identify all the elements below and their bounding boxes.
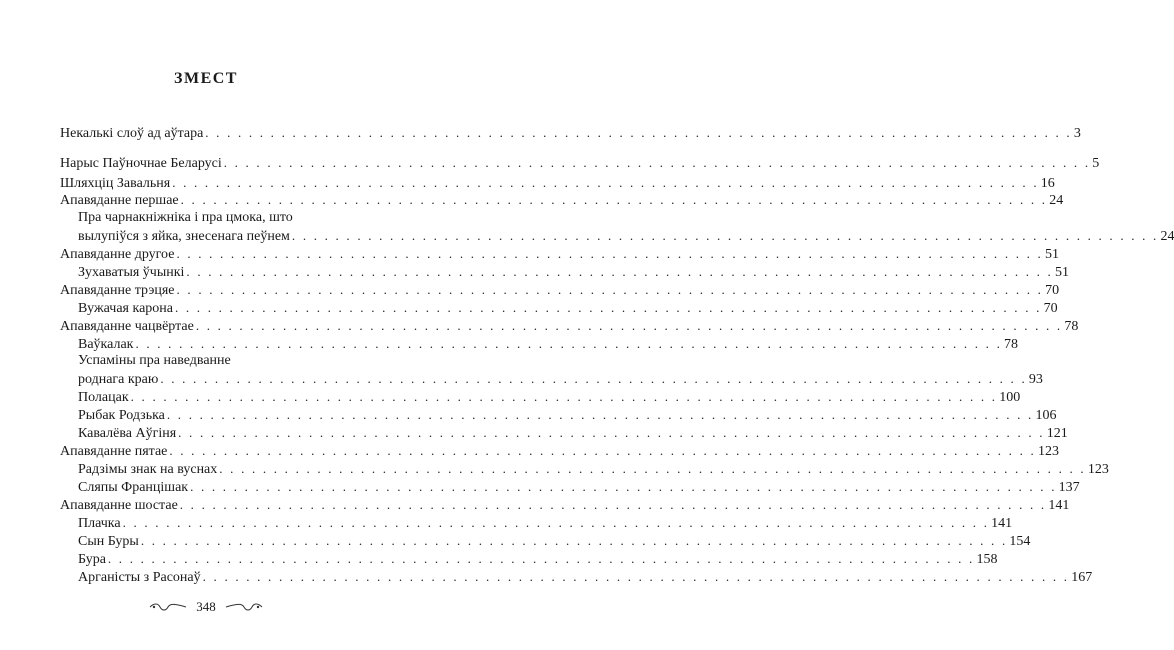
toc-entry-title: Арганісты з Расонаў bbox=[78, 570, 201, 585]
dot-leader: . . . . . . . . . . . . . . . . . . . . . . . . . . . . . . . . . . . . . . . . . . . . . . . . . . . . . . . . . . . . . . . . . . . . . . . . . . . . . . . . bbox=[205, 125, 1072, 140]
toc-entry[interactable] bbox=[60, 246, 1059, 263]
toc-entry-page: 51 bbox=[1054, 265, 1069, 280]
dot-leader: . . . . . . . . . . . . . . . . . . . . . . . . . . . . . . . . . . . . . . . . . . . . . . . . . . . . . . . . . . . . . . . . . . . . . . . . . . . . . . . . bbox=[186, 264, 1053, 279]
toc-entry-page: 16 bbox=[1040, 176, 1055, 191]
dot-leader: . . . . . . . . . . . . . . . . . . . . . . . . . . . . . . . . . . . . . . . . . . . . . . . . . . . . . . . . . . . . . . . . . . . . . . . . . . . . . . . . bbox=[179, 497, 1047, 512]
toc-entry[interactable] bbox=[78, 515, 1013, 532]
dot-leader: . . . . . . . . . . . . . . . . . . . . . . . . . . . . . . . . . . . . . . . . . . . . . . . . . . . . . . . . . . . . . . . . . . . . . . . . . . . . . . . . bbox=[223, 155, 1091, 170]
toc-entry-title: Рыбак Родзька bbox=[78, 408, 165, 423]
dot-leader: . . . . . . . . . . . . . . . . . . . . . . . . . . . . . . . . . . . . . . . . . . . . . . . . . . . . . . . . . . . . . . . . . . . . . . . . . . . . . . . . bbox=[135, 336, 1003, 351]
toc-entry-title: Апавяданне шостае bbox=[60, 498, 178, 513]
dot-leader: . . . . . . . . . . . . . . . . . . . . . . . . . . . . . . . . . . . . . . . . . . . . . . . . . . . . . . . . . . . . . . . . . . . . . . . . . . . . . . . . bbox=[107, 551, 975, 566]
toc-entry-page: 24 bbox=[1160, 229, 1174, 244]
toc-entry[interactable] bbox=[78, 336, 1019, 353]
toc-entry-title: Некалькі слоў ад аўтара bbox=[60, 126, 204, 141]
toc-entry-page: 121 bbox=[1046, 426, 1068, 441]
toc-entry[interactable] bbox=[60, 192, 1064, 209]
dot-leader: . . . . . . . . . . . . . . . . . . . . . . . . . . . . . . . . . . . . . . . . . . . . . . . . . . . . . . . . . . . . . . . . . . . . . . . . . . . . . . . . bbox=[178, 425, 1045, 440]
toc-entry[interactable] bbox=[78, 569, 1093, 586]
toc-entry-page: 3 bbox=[1073, 126, 1081, 141]
dot-leader: . . . . . . . . . . . . . . . . . . . . . . . . . . . . . . . . . . . . . . . . . . . . . . . . . . . . . . . . . . . . . . . . . . . . . . . . . . . . . . . . bbox=[176, 246, 1043, 261]
toc-entry[interactable] bbox=[78, 551, 998, 568]
dot-leader: . . . . . . . . . . . . . . . . . . . . . . . . . . . . . . . . . . . . . . . . . . . . . . . . . . . . . . . . . . . . . . . . . . . . . . . . . . . . . . . . bbox=[130, 389, 998, 404]
toc-entry-title: Апавяданне першае bbox=[60, 193, 179, 208]
dot-leader: . . . . . . . . . . . . . . . . . . . . . . . . . . . . . . . . . . . . . . . . . . . . . . . . . . . . . . . . . . . . . . . . . . . . . . . . . . . . . . . . bbox=[122, 515, 990, 530]
toc-entry-page: 93 bbox=[1028, 372, 1043, 387]
toc-entry-title: Бура bbox=[78, 552, 106, 567]
toc-entry-title-line: Пра чарнакніжніка і пра цмока, што bbox=[78, 210, 293, 225]
toc-entry-page: 123 bbox=[1037, 444, 1059, 459]
toc-entry[interactable] bbox=[78, 479, 1080, 496]
toc-entry-page: 100 bbox=[999, 390, 1021, 405]
dot-leader: . . . . . . . . . . . . . . . . . . . . . . . . . . . . . . . . . . . . . . . . . . . . . . . . . . . . . . . . . . . . . . . . . . . . . . . . . . . . . . . . bbox=[291, 228, 1159, 243]
toc-entry-title: Апавяданне пятае bbox=[60, 444, 168, 459]
toc-entry-title: Шляхціц Завальня bbox=[60, 176, 171, 191]
toc-entry-page: 154 bbox=[1009, 534, 1031, 549]
toc-entry-page: 141 bbox=[991, 516, 1013, 531]
page-number: 348 bbox=[196, 599, 216, 614]
toc-entry-title: вылупіўся з яйка, знесенага пеўнем bbox=[78, 229, 290, 244]
toc-entry[interactable] bbox=[78, 461, 1109, 478]
toc-entry[interactable] bbox=[60, 443, 1059, 460]
toc-entry[interactable] bbox=[78, 425, 1068, 442]
dot-leader: . . . . . . . . . . . . . . . . . . . . . . . . . . . . . . . . . . . . . . . . . . . . . . . . . . . . . . . . . . . . . . . . . . . . . . . . . . . . . . . . bbox=[202, 569, 1070, 584]
toc-entry-title: Зухаватыя ўчынкі bbox=[78, 265, 185, 280]
toc-entry[interactable] bbox=[60, 175, 1055, 192]
toc-entry[interactable] bbox=[78, 371, 1043, 388]
dot-leader: . . . . . . . . . . . . . . . . . . . . . . . . . . . . . . . . . . . . . . . . . . . . . . . . . . . . . . . . . . . . . . . . . . . . . . . . . . . . . . . . bbox=[166, 407, 1034, 422]
toc-entry-title: Нарыс Паўночнае Беларусі bbox=[60, 156, 222, 171]
toc-entry-page: 78 bbox=[1004, 337, 1019, 352]
toc-entry[interactable] bbox=[60, 497, 1070, 514]
toc-entry-title: Апавяданне трэцяе bbox=[60, 283, 175, 298]
toc-entry-title: Апавяданне чацвёртае bbox=[60, 319, 194, 334]
page-title: ЗМЕСТ bbox=[174, 70, 238, 87]
toc-entry-page: 106 bbox=[1035, 408, 1057, 423]
dot-leader: . . . . . . . . . . . . . . . . . . . . . . . . . . . . . . . . . . . . . . . . . . . . . . . . . . . . . . . . . . . . . . . . . . . . . . . . . . . . . . . . bbox=[160, 371, 1027, 386]
toc-entry-title-line: Успаміны пра наведванне bbox=[78, 353, 231, 368]
toc-entry-title: роднага краю bbox=[78, 372, 159, 387]
toc-entry-page: 70 bbox=[1043, 301, 1058, 316]
toc-entry-title: Ваўкалак bbox=[78, 337, 134, 352]
toc-entry-page: 123 bbox=[1087, 462, 1109, 477]
toc-entry-title: Сын Буры bbox=[78, 534, 139, 549]
toc-entry-page: 167 bbox=[1071, 570, 1093, 585]
dot-leader: . . . . . . . . . . . . . . . . . . . . . . . . . . . . . . . . . . . . . . . . . . . . . . . . . . . . . . . . . . . . . . . . . . . . . . . . . . . . . . . . bbox=[180, 192, 1048, 207]
toc-entry-page: 24 bbox=[1049, 193, 1064, 208]
toc-entry-title: Сляпы Францішак bbox=[78, 480, 189, 495]
toc-entry-page: 70 bbox=[1045, 283, 1060, 298]
toc-entry-page: 141 bbox=[1048, 498, 1070, 513]
toc-entry[interactable] bbox=[78, 389, 1021, 406]
toc-entry[interactable] bbox=[78, 407, 1057, 424]
page-footer bbox=[0, 599, 412, 615]
toc-entry[interactable] bbox=[78, 533, 1031, 550]
toc-entry-page: 51 bbox=[1045, 247, 1059, 262]
toc-entry-page: 158 bbox=[976, 552, 998, 567]
toc-entry[interactable] bbox=[60, 155, 1100, 172]
toc-entry-page: 78 bbox=[1064, 319, 1079, 334]
dot-leader: . . . . . . . . . . . . . . . . . . . . . . . . . . . . . . . . . . . . . . . . . . . . . . . . . . . . . . . . . . . . . . . . . . . . . . . . . . . . . . . . bbox=[219, 461, 1086, 476]
dot-leader: . . . . . . . . . . . . . . . . . . . . . . . . . . . . . . . . . . . . . . . . . . . . . . . . . . . . . . . . . . . . . . . . . . . . . . . . . . . . . . . . bbox=[175, 300, 1042, 315]
toc-entry[interactable] bbox=[60, 282, 1060, 299]
toc-entry-title: Апавяданне другое bbox=[60, 247, 175, 262]
ornament-right-icon bbox=[224, 602, 264, 612]
dot-leader: . . . . . . . . . . . . . . . . . . . . . . . . . . . . . . . . . . . . . . . . . . . . . . . . . . . . . . . . . . . . . . . . . . . . . . . . . . . . . . . . bbox=[176, 282, 1044, 297]
toc-entry-title: Полацак bbox=[78, 390, 129, 405]
dot-leader: . . . . . . . . . . . . . . . . . . . . . . . . . . . . . . . . . . . . . . . . . . . . . . . . . . . . . . . . . . . . . . . . . . . . . . . . . . . . . . . . bbox=[172, 175, 1039, 190]
toc-entry[interactable] bbox=[78, 228, 1174, 245]
toc-entry-title: Вужачая карона bbox=[78, 301, 173, 316]
toc-entry[interactable] bbox=[60, 125, 1081, 142]
toc-entry-page: 5 bbox=[1092, 156, 1100, 171]
toc-entry[interactable] bbox=[78, 300, 1058, 317]
dot-leader: . . . . . . . . . . . . . . . . . . . . . . . . . . . . . . . . . . . . . . . . . . . . . . . . . . . . . . . . . . . . . . . . . . . . . . . . . . . . . . . . bbox=[195, 318, 1063, 333]
ornament-left-icon bbox=[148, 602, 188, 612]
toc-entry[interactable] bbox=[60, 318, 1079, 335]
toc-entry-page: 137 bbox=[1058, 480, 1080, 495]
toc-entry-title: Кавалёва Аўгіня bbox=[78, 426, 177, 441]
dot-leader: . . . . . . . . . . . . . . . . . . . . . . . . . . . . . . . . . . . . . . . . . . . . . . . . . . . . . . . . . . . . . . . . . . . . . . . . . . . . . . . . bbox=[190, 479, 1057, 494]
toc-entry-title: Радзімы знак на вуснах bbox=[78, 462, 218, 477]
dot-leader: . . . . . . . . . . . . . . . . . . . . . . . . . . . . . . . . . . . . . . . . . . . . . . . . . . . . . . . . . . . . . . . . . . . . . . . . . . . . . . . . bbox=[169, 443, 1036, 458]
toc-entry-title: Плачка bbox=[78, 516, 121, 531]
dot-leader: . . . . . . . . . . . . . . . . . . . . . . . . . . . . . . . . . . . . . . . . . . . . . . . . . . . . . . . . . . . . . . . . . . . . . . . . . . . . . . . . bbox=[140, 533, 1008, 548]
toc-entry[interactable] bbox=[78, 264, 1069, 281]
